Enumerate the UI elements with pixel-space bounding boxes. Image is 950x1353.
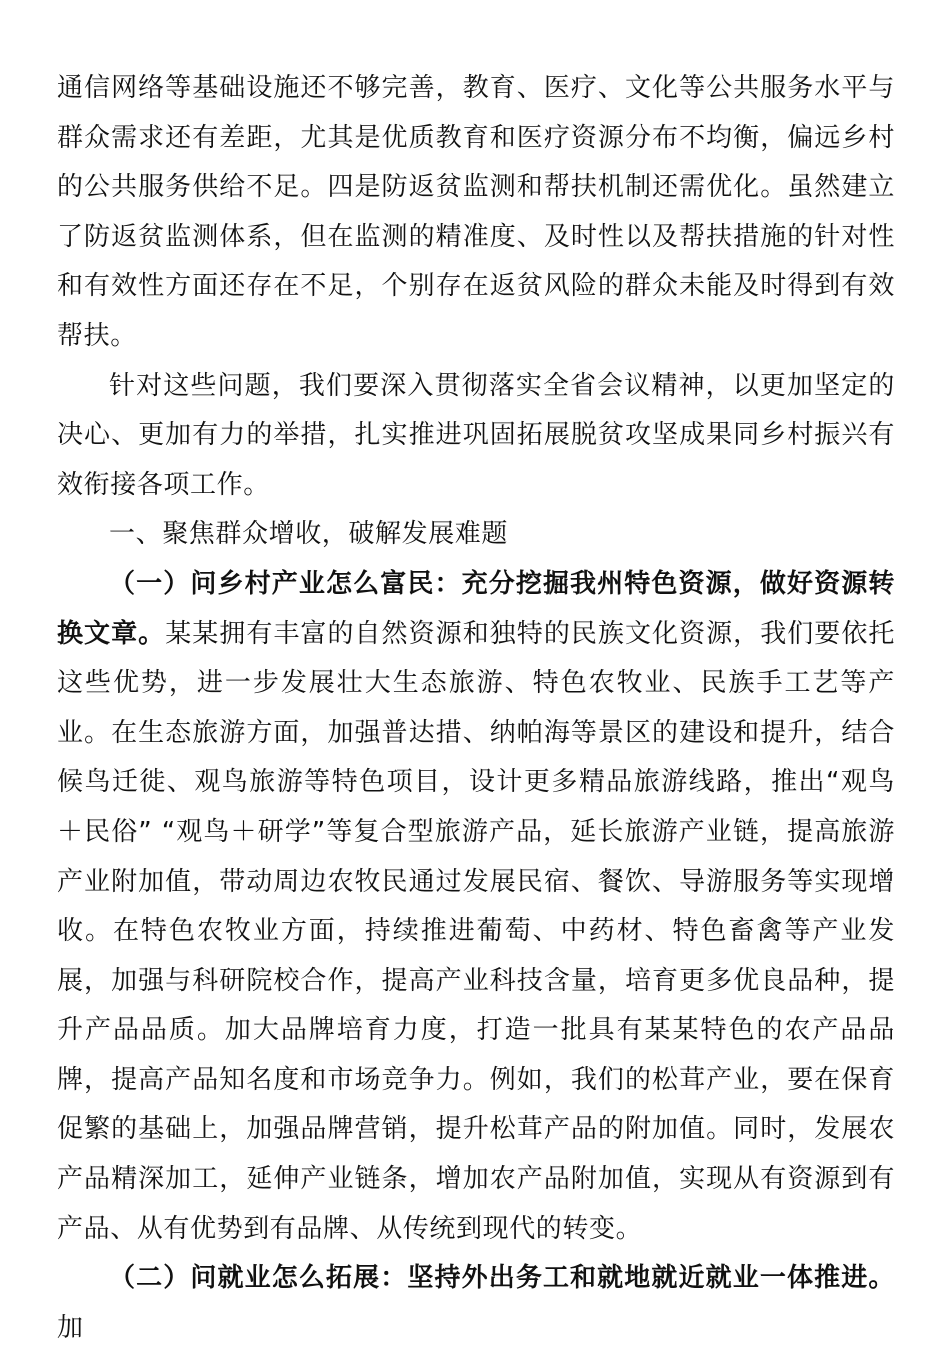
paragraph-text: 通信网络等基础设施还不够完善，教育、医疗、文化等公共服务水平与群众需求还有差距，尤其是优质教育和医疗资源分布不均衡，偏远乡村的公共服务供给不足。四是防返贫监测和帮扶机制还需优化。虽然建立了防返贫监测体系，但在监测的精准度、及时性以及帮扶措施的针对性和有效性方面还存在不足，个别存在返贫风险的群众未能及时得到有效帮扶。 <box>57 73 895 351</box>
subheading-employment: （二）问就业怎么拓展：坚持外出务工和就地就近就业一体推进。 <box>109 1263 895 1294</box>
subheading-rural-industry: （一）问乡村产业怎么富民：充分挖掘我州特色资源，做好资源转换文章。 <box>57 568 895 649</box>
paragraph-text: 针对这些问题，我们要深入贯彻落实全省会议精神，以更加坚定的决心、更加有力的举措，扎实推进巩固拓展脱贫攻坚成果同乡村振兴有效衔接各项工作。 <box>57 370 895 500</box>
paragraph-text: 加 <box>57 1312 84 1343</box>
paragraph-rural-industry <box>57 560 895 1254</box>
paragraph-text: 某某拥有丰富的自然资源和独特的民族文化资源，我们要依托这些优势，进一步发展壮大生态旅游、特色农牧业、民族手工艺等产业。在生态旅游方面，加强普达措、纳帕海等景区的建设和提升，结合候鸟迁徙、观鸟旅游等特色项目，设计更多精品旅游线路，推出“观鸟＋民俗” “观鸟＋研学”等复合型旅游产品，延长旅游产业链，提高旅游产业附加值，带动周边农牧民通过发展民宿、餐饮、导游服务等实现增收。在特色农牧业方面，持续推进葡萄、中药材、特色畜禽等产业发展，加强与科研院校合作，提高产业科技含量，培育更多优良品种，提升产品品质。加大品牌培育力度，打造一批具有某某特色的农产品品牌，提高产品知名度和市场竞争力。例如，我们的松茸产业，要在保育促繁的基础上，加强品牌营销，提升松茸产品的附加值。同时，发展农产品精深加工，延伸产业链条，增加农产品附加值，实现从有资源到有产品、从有优势到有品牌、从传统到现代的转变。 <box>57 618 895 1244</box>
paragraph-response-intro <box>57 362 895 511</box>
paragraph-employment <box>57 1254 895 1353</box>
section-heading-1: 一、聚焦群众增收，破解发展难题 <box>109 519 509 550</box>
document-body <box>57 64 895 1353</box>
paragraph-public-services <box>57 64 895 362</box>
